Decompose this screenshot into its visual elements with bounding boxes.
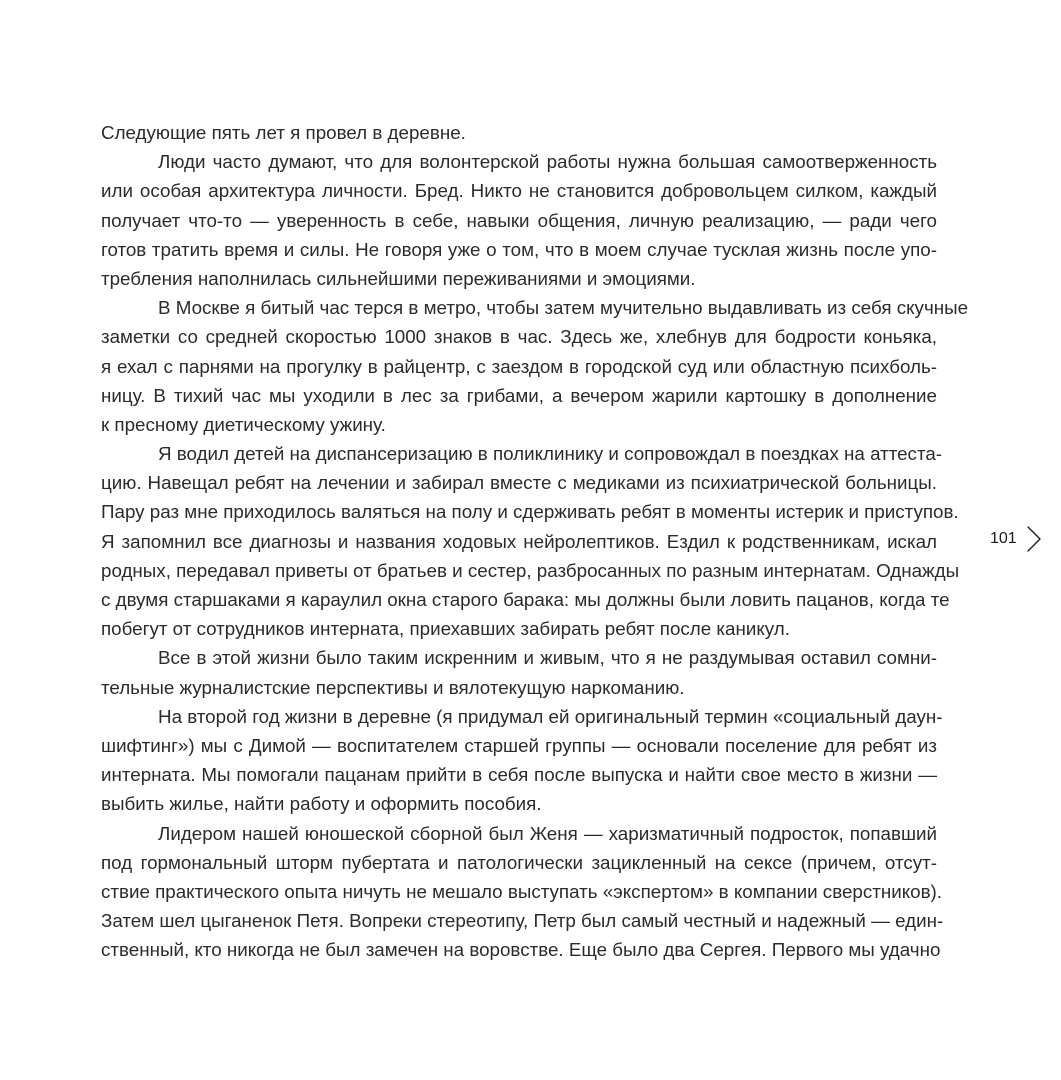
text-line: с двумя старшаками я караулил окна старого барака: мы должны были ловить пацанов, когда те	[101, 589, 950, 610]
text-line: На второй год жизни в деревне (я придумал ей оригинальный термин «социальный даун-	[158, 705, 943, 727]
text-line: Лидером нашей юношеской сборной был Женя — харизматичный подросток, попавший	[158, 822, 937, 844]
text-line: интерната. Мы помогали пацанам прийти в себя после выпуска и найти свое место в жизни —	[101, 764, 937, 786]
text-line: Люди часто думают, что для волонтерской работы нужна большая самоотверженность	[158, 151, 937, 173]
text-line: готов тратить время и силы. Не говоря уже о том, что в моем случае тусклая жизнь после упо-	[101, 238, 937, 260]
text-line: цию. Навещал ребят на лечении и забирал вместе с медиками из психиатрической больницы.	[101, 472, 937, 494]
body-text	[101, 118, 969, 964]
text-line: В Москве я битый час терся в метро, чтобы затем мучительно выдавливать из себя скучные	[158, 297, 969, 319]
page-number: 101	[990, 530, 1017, 547]
text-line: Пару раз мне приходилось валяться на полу и сдерживать ребят в моменты истерик и приступов.	[101, 501, 959, 523]
text-line: заметки со средней скоростью 1000 знаков в час. Здесь же, хлебнув для бодрости коньяка,	[101, 326, 937, 348]
text-line: родных, передавал приветы от братьев и сестер, разбросанных по разным интернатам. Однажды	[101, 559, 960, 581]
text-line: тельные журналистские перспективы и вялотекущую наркоманию.	[101, 676, 685, 698]
text-line: выбить жилье, найти работу и оформить пособия.	[101, 793, 542, 815]
chevron-right-icon[interactable]	[1024, 524, 1044, 554]
text-line: ственный, кто никогда не был замечен на воровстве. Еще было два Сергея. Первого мы удачно	[101, 939, 941, 961]
text-line: Все в этой жизни было таким искренним и живым, что я не раздумывая оставил сомни-	[158, 647, 937, 669]
text-line: или особая архитектура личности. Бред. Никто не становится добровольцем силком, каждый	[101, 180, 937, 202]
text-line: к пресному диетическому ужину.	[101, 413, 386, 435]
text-line: получает что-то — уверенность в себе, навыки общения, личную реализацию, — ради чего	[101, 209, 937, 231]
text-line: под гормональный шторм пубертата и патологически зацикленный на сексе (причем, отсут-	[101, 851, 937, 873]
text-line: шифтинг») мы с Димой — воспитателем старшей группы — основали поселение для ребят из	[101, 734, 937, 756]
text-line: Следующие пять лет я провел в деревне.	[101, 122, 466, 143]
text-line: ствие практического опыта ничуть не мешало выступать «экспертом» в компании сверстников).	[101, 880, 943, 902]
text-line: я ехал с парнями на прогулку в райцентр, с заездом в городской суд или областную психболь-	[101, 355, 937, 377]
text-line: Я водил детей на диспансеризацию в поликлинику и сопровождал в поездках на аттеста-	[158, 443, 943, 465]
text-line: побегут от сотрудников интерната, приехавших забирать ребят после каникул.	[101, 618, 790, 640]
text-line: Я запомнил все диагнозы и названия ходовых нейролептиков. Ездил к родственникам, искал	[101, 530, 937, 552]
text-line: Затем шел цыганенок Петя. Вопреки стереотипу, Петр был самый честный и надежный — един-	[101, 910, 944, 932]
text-line: требления наполнилась сильнейшими переживаниями и эмоциями.	[101, 267, 696, 289]
text-line: ницу. В тихий час мы уходили в лес за грибами, а вечером жарили картошку в дополнение	[101, 384, 937, 406]
